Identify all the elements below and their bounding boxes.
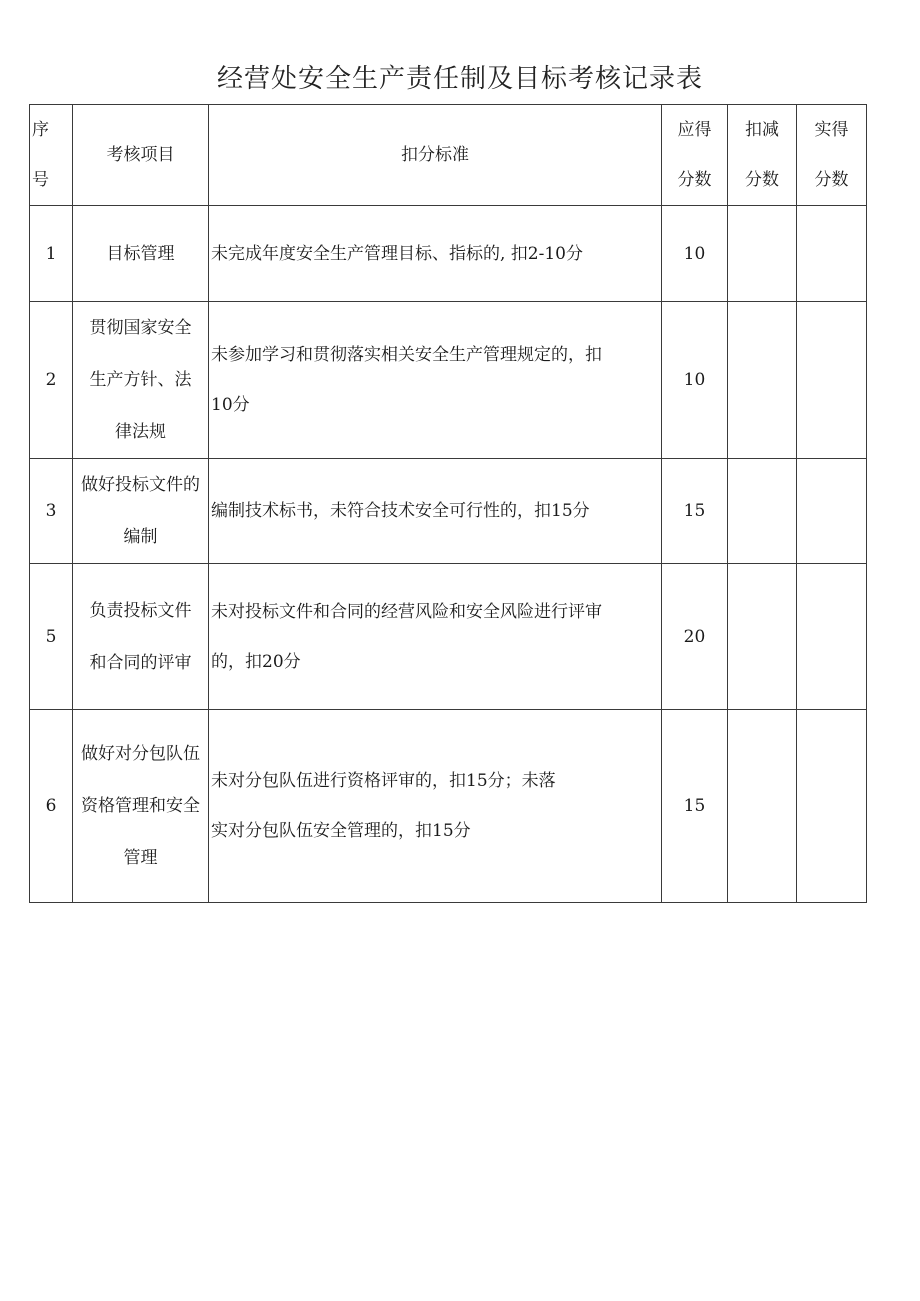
- header-row: [30, 105, 867, 206]
- table-row: [30, 710, 867, 903]
- header-item-label: 考核项目: [106, 145, 175, 165]
- header-criteria-label: 扣分标准: [401, 145, 469, 165]
- row-no: 1: [30, 206, 73, 302]
- row-actual: [797, 302, 867, 459]
- header-actual: [797, 105, 867, 206]
- row-criteria-text: 未对分包队伍进行资格评审的，扣15分；未落实对分包队伍安全管理的，扣15分: [211, 771, 556, 841]
- row-item-text: 负责投标文件和合同的评审: [89, 600, 192, 673]
- row-deduct: [728, 710, 797, 903]
- row-deduct: [728, 206, 797, 302]
- row-item: [73, 459, 209, 564]
- row-criteria-text: 编制技术标书，未符合技术安全可行性的，扣15分: [211, 501, 590, 521]
- assessment-table: [29, 104, 867, 903]
- row-criteria-text: 未对投标文件和合同的经营风险和安全风险进行评审的，扣20分: [211, 601, 602, 672]
- row-due: 15: [662, 710, 728, 903]
- row-actual: [797, 710, 867, 903]
- row-criteria: [209, 459, 662, 564]
- row-criteria-text: 未完成年度安全生产管理目标、指标的, 扣2-10分: [211, 243, 583, 264]
- header-deduct-label: 扣减分数: [745, 120, 779, 190]
- header-deduct: [728, 105, 797, 206]
- row-due: 10: [662, 206, 728, 302]
- table-row: [30, 302, 867, 459]
- row-item: [73, 302, 209, 459]
- row-no: 6: [30, 710, 73, 903]
- row-item: [73, 710, 209, 903]
- document-title: 经营处安全生产责任制及目标考核记录表: [216, 64, 703, 94]
- header-criteria: [209, 105, 662, 206]
- row-deduct: [728, 302, 797, 459]
- row-deduct: [728, 564, 797, 710]
- row-no: 5: [30, 564, 73, 710]
- table-row: [30, 564, 867, 710]
- row-criteria: [209, 710, 662, 903]
- row-deduct: [728, 459, 797, 564]
- row-due: 10: [662, 302, 728, 459]
- row-criteria: [209, 564, 662, 710]
- header-no-label: 序号: [32, 120, 49, 190]
- header-no: [30, 105, 73, 206]
- row-item: 目标管理: [73, 206, 209, 302]
- row-item-text: 贯彻国家安全生产方针、法律法规: [89, 318, 192, 442]
- row-criteria: [209, 206, 662, 302]
- header-actual-label: 实得分数: [814, 120, 849, 190]
- header-item: [73, 105, 209, 206]
- row-item: [73, 564, 209, 710]
- table-row: [30, 459, 867, 564]
- row-no: 3: [30, 459, 73, 564]
- row-actual: [797, 206, 867, 302]
- row-no: 2: [30, 302, 73, 459]
- row-actual: [797, 459, 867, 564]
- table-row: [30, 206, 867, 302]
- header-due-label: 应得分数: [677, 120, 712, 190]
- header-due: [662, 105, 728, 206]
- row-due: 15: [662, 459, 728, 564]
- row-item-text: 做好对分包队伍资格管理和安全管理: [81, 744, 200, 868]
- row-criteria: [209, 302, 662, 459]
- row-item-text: 做好投标文件的编制: [81, 475, 200, 547]
- row-actual: [797, 564, 867, 710]
- row-criteria-text: 未参加学习和贯彻落实相关安全生产管理规定的，扣10分: [211, 345, 602, 415]
- row-due: 20: [662, 564, 728, 710]
